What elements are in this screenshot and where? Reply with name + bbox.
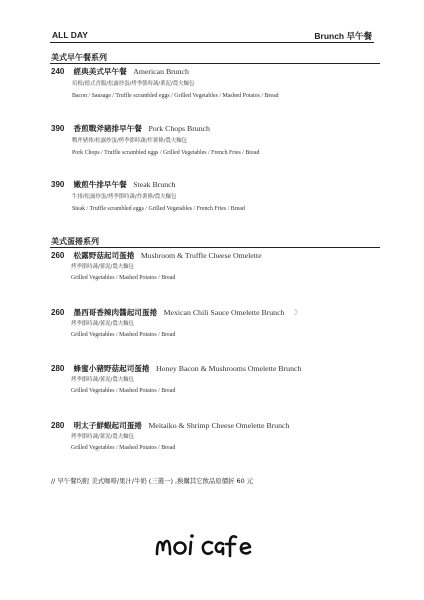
menu-item [51, 308, 372, 340]
item-desc-zh: 烤季節時蔬/薯泥/農夫麵包 [71, 321, 134, 327]
item-name-zh: 明太子鮮蝦起司蛋捲 [73, 421, 142, 430]
item-desc-en: Pork Chops / Truffle scrambled eggs / Grilled Vegetables / French Fries / Bread [72, 150, 260, 156]
menu-item [51, 124, 372, 158]
header-divider [50, 42, 374, 43]
moi-cafe-logo [153, 528, 271, 562]
menu-item [51, 251, 372, 283]
item-desc-en: Grilled Vegetables / Mashed Potatos / Bread [71, 445, 176, 451]
item-name-en: Steak Brunch [133, 180, 176, 189]
item-desc-zh: 戰斧豬排/松露炒蛋/烤季節時蔬/炸薯條/農夫麵包 [72, 138, 188, 144]
item-price: 390 [51, 180, 65, 189]
menu-item [51, 364, 372, 396]
item-desc-en: Bacon / Sausage / Truffle scrambled eggs / Grilled Vegetables / Mashed Potatos / Bread [72, 93, 279, 99]
item-name-en: Mushroom & Truffle Cheese Omelette [140, 251, 262, 260]
item-desc-zh: 烤季節時蔬/薯泥/農夫麵包 [71, 377, 134, 383]
item-price: 260 [51, 308, 65, 317]
item-name-en: Pork Chops Brunch [148, 124, 210, 133]
item-name-zh: 嫩煎牛排早午餐 [73, 180, 127, 189]
item-name-zh: 松露野菇起司蛋捲 [73, 251, 135, 260]
section-divider [50, 247, 380, 248]
item-name-en: Meitaiko & Shrimp Cheese Omelette Brunch [148, 421, 290, 430]
item-desc-en: Grilled Vegetables / Mashed Potatos / Bread [71, 275, 176, 281]
menu-item [51, 67, 372, 101]
item-desc-en: Grilled Vegetables / Mashed Potatos / Bread [71, 388, 176, 394]
menu-item [51, 180, 372, 214]
menu-item [51, 421, 372, 453]
item-name-en: Mexican Chili Sauce Omelette Brunch [163, 308, 285, 317]
item-desc-zh: 牛排/松露炒蛋/烤季節時蔬/炸薯條/農夫麵包 [72, 194, 177, 200]
item-name-zh: 經典美式早午餐 [73, 67, 127, 76]
section-title-omelette: 美式蛋捲系列 [51, 237, 99, 246]
logo [0, 528, 424, 566]
item-desc-zh: 培根/德式香腸/松露炒蛋/烤季節時蔬/薯泥/農夫麵包 [72, 81, 195, 87]
item-name-en: American Brunch [133, 67, 189, 76]
item-price: 280 [51, 421, 65, 430]
header-right: Brunch 早午餐 [314, 31, 372, 41]
header-left: ALL DAY [52, 30, 88, 40]
item-price: 280 [51, 364, 65, 373]
item-desc-zh: 烤季節時蔬/薯泥/農夫麵包 [71, 434, 134, 440]
item-name-en: Honey Bacon & Mushrooms Omelette Brunch [156, 364, 302, 373]
item-price: 260 [51, 251, 65, 260]
item-name-zh: 墨西哥香辣肉醬起司蛋捲 [73, 308, 158, 317]
item-name-zh: 蜂蜜小豬野菇起司蛋捲 [73, 364, 150, 373]
item-price: 240 [51, 67, 65, 76]
section-title-american-brunch: 美式早午餐系列 [51, 53, 107, 62]
crescent-moon-icon: ☽ [291, 308, 299, 317]
item-desc-zh: 烤季節時蔬/薯泥/農夫麵包 [71, 264, 134, 270]
section-divider [50, 63, 380, 64]
item-desc-en: Steak / Truffle scrambled eggs / Grilled Vegetables / French Fries / Bread [72, 206, 245, 212]
item-price: 390 [51, 124, 65, 133]
footnote: // 早午餐均附 美式咖啡/果汁/牛奶 (三選一) ,換購其它飲品原價折 60 元 [51, 477, 254, 485]
item-desc-en: Grilled Vegetables / Mashed Potatos / Bread [71, 332, 176, 338]
item-name-zh: 香煎戰斧豬排早午餐 [73, 124, 142, 133]
